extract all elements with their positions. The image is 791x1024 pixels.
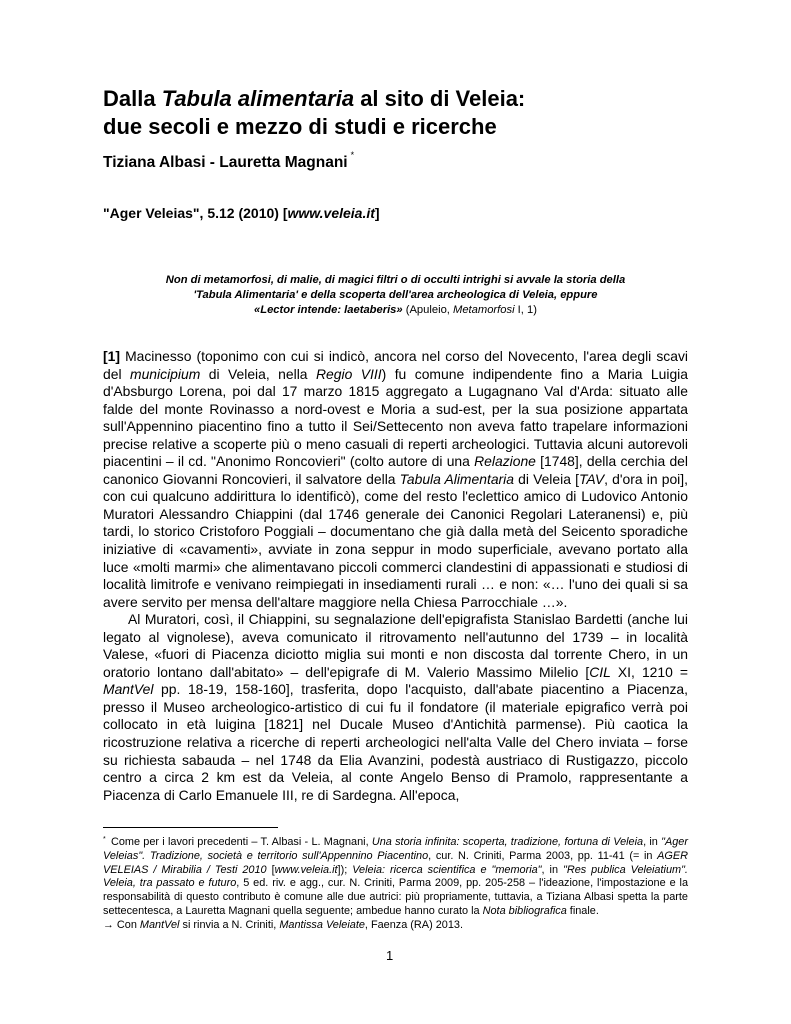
author-names: Tiziana Albasi - Lauretta Magnani xyxy=(103,154,348,171)
paragraph-1 xyxy=(103,348,688,611)
citation-post: ] xyxy=(374,205,380,221)
italic-run: Regio VIII xyxy=(316,365,382,382)
text-run: di Veleia [ xyxy=(513,470,579,487)
footnote-mark: * xyxy=(103,836,106,843)
text-run: → Con xyxy=(103,918,140,931)
italic-run: Veleia: ricerca scientifica e "memoria" xyxy=(352,863,542,876)
bold-run: [1] xyxy=(103,348,120,364)
italic-run: CIL xyxy=(589,663,611,680)
title-post: al sito di Veleia: xyxy=(354,86,526,111)
title-line-1 xyxy=(103,85,703,113)
paragraph-2 xyxy=(103,611,688,804)
text-run: pp. 18-19, 158-160], trasferita, dopo l'acquisto, dall'abate piacentino a Piacenza, presso il Museo archeologico-artistico di cui fu il fondatore (il materiale epigrafico verrà poi collocato in età luigina [1821] nel Ducale Museo d'Antichità parmense). Più caotica la ricostruzione relativa a ricerche di reperti archeologici nell'alta Valle del Chero inviata – forse su richiesta sabauda – nel 1748 da Elia Avanzini, podestà austriaco di Rustigazzo, piccolo centro a circa 2 km est da Veleia, al conte Angelo Benso di Pramolo, rappresentante a Piacenza di Carlo Emanuele III, re di Sardegna. All'epoca, xyxy=(103,681,688,803)
text-run: XI, 1210 = xyxy=(610,663,688,680)
epigraph-line-3 xyxy=(103,303,688,318)
epigraph xyxy=(103,273,688,318)
italic-run: "Ager Veleias". Tradizione, società e territorio sull'Appennino Piacentino xyxy=(103,836,688,862)
text-run: , 5 ed. riv. e agg., cur. N. Criniti, Parma 2009, pp. 205-258 – l'ideazione, l'impostazione e la responsabilità di questo contributo è comune alle due autrici: più propriamente, tuttavia, a Tiziana Albasi spetta la parte settecentesca, a Lauretta Magnani quella seguente; ambedue hanno curato la xyxy=(103,877,689,917)
title-italic: Tabula alimentaria xyxy=(161,86,355,111)
italic-run: municipium xyxy=(130,365,201,382)
italic-run: MantVel xyxy=(103,681,154,698)
epigraph-source-italic: Metamorfosi xyxy=(453,304,515,316)
italic-run: www.veleia.it xyxy=(274,863,338,876)
italic-run: AGER VELEIAS / Mirabilia / Testi 2010 xyxy=(103,849,688,876)
text-run: , d'ora in poi], con cui qualcuno addirittura lo identificò), come del resto l'eclettico amico di Ludovico Antonio Muratori Alessandro Chiappini (dal 1746 generale dei Canonici Regolari Lateranensi) e, più tardi, lo storico Cristoforo Poggiali – documentano che già dalla metà del Seicento sporadiche iniziative di «cavamenti», avviate in zona seppur in modo superficiale, avevano portato alla luce «molti marmi» che alimentavano piccoli commerci clandestini di appassionati e studiosi di località limitrofe e venivano reimpiegati in insediamenti rurali … e non: «… l'uno dei quali si sa avere servito per mensa dell'altare maggiore nella Chiesa Parrocchiale …». xyxy=(103,470,688,610)
text-run: ) fu comune indipendente fino a Maria Luigia d'Absburgo Lorena, poi dal 17 marzo 1815 aggregato a Lugagnano Val d'Arda: situato alle falde del monte Rovinasso a nord-ovest e Moria a sud-est, per la sua posizione appartata sull'Appennino piacentino fino a tutto il Sei/Settecento non aveva fatto trapelare informazioni precise relative a scoperte più o meno casuali di reperti archeologici. Tuttavia alcuni autorevoli piacentini – il cd. "Anonimo Roncovieri" (colto autore di una xyxy=(103,365,688,470)
italic-run: Una storia infinita: scoperta, tradizione, fortuna di Veleia xyxy=(371,836,644,848)
title-pre: Dalla xyxy=(103,86,162,111)
italic-run: Nota bibliografica xyxy=(482,904,567,917)
author-footnote-mark[interactable]: * xyxy=(350,150,355,160)
text-run: di Veleia, nella xyxy=(200,365,316,382)
epigraph-source-post: I, 1) xyxy=(514,304,537,316)
body-text xyxy=(103,348,688,804)
epigraph-line-1: Non di metamorfosi, di malie, di magici filtri o di occulti intrighi si avvale la storia della xyxy=(165,274,626,286)
italic-run: MantVel xyxy=(139,918,180,931)
citation-url[interactable]: www.veleia.it xyxy=(287,205,375,221)
citation xyxy=(103,205,380,221)
footnote-1 xyxy=(103,833,688,919)
text-run: finale. xyxy=(566,904,599,917)
epigraph-quote: «Lector intende: laetaberis» xyxy=(254,304,403,316)
text-run: [1748], della cerchia del canonico Giovanni Roncovieri, il salvatore della xyxy=(103,453,688,487)
italic-run: TAV xyxy=(578,470,605,487)
footnote-separator xyxy=(103,827,278,828)
italic-run: Relazione xyxy=(474,453,536,470)
authors xyxy=(103,150,354,172)
epigraph-source-pre: (Apuleio, xyxy=(402,304,454,316)
italic-run: "Res publica Veleiatium". Veleia, tra passato e futuro xyxy=(103,863,688,890)
text-run: , cur. N. Criniti, Parma 2003, pp. 11-41 (= in xyxy=(428,849,658,862)
epigraph-line-2: 'Tabula Alimentaria' e della scoperta dell'area archeologica di Veleia, eppure xyxy=(193,289,598,301)
footnotes xyxy=(103,833,688,933)
citation-pre: "Ager Veleias", 5.12 (2010) [ xyxy=(103,205,288,221)
text-run: , in xyxy=(541,863,563,876)
text-run: , in xyxy=(643,836,662,848)
text-run: [ xyxy=(266,863,275,876)
italic-run: Tabula Alimentaria xyxy=(399,470,514,487)
text-run: Macinesso (toponimo con cui si indicò, ancora nel corso del Novecento, l'area degli scavi del xyxy=(103,348,688,382)
text-run: si rinvia a N. Criniti, xyxy=(179,918,280,931)
text-run: Al Muratori, così, il Chiappini, su segnalazione dell'epigrafista Stanislao Bardetti (anche lui legato al vignolese), aveva comunicato il ritrovamento nell'autunno del 1739 – in località Valese, «fuori di Piacenza diciotto miglia sui monti e non discosta dal torrente Chero, in un oratorio lontano dall'abitato» – dell'epigrafe di M. Valerio Massimo Milelio [ xyxy=(103,611,688,680)
title-line-2: due secoli e mezzo di studi e ricerche xyxy=(103,114,497,139)
page-number: 1 xyxy=(386,948,394,963)
text-run: ]); xyxy=(337,863,353,876)
text-run: , Faenza (RA) 2013. xyxy=(364,918,463,931)
article-title xyxy=(103,85,703,141)
italic-run: Mantissa Veleiate xyxy=(279,918,365,931)
text-run: Come per i lavori precedenti – T. Albasi - L. Magnani, xyxy=(107,836,372,848)
footnote-2 xyxy=(103,919,688,933)
